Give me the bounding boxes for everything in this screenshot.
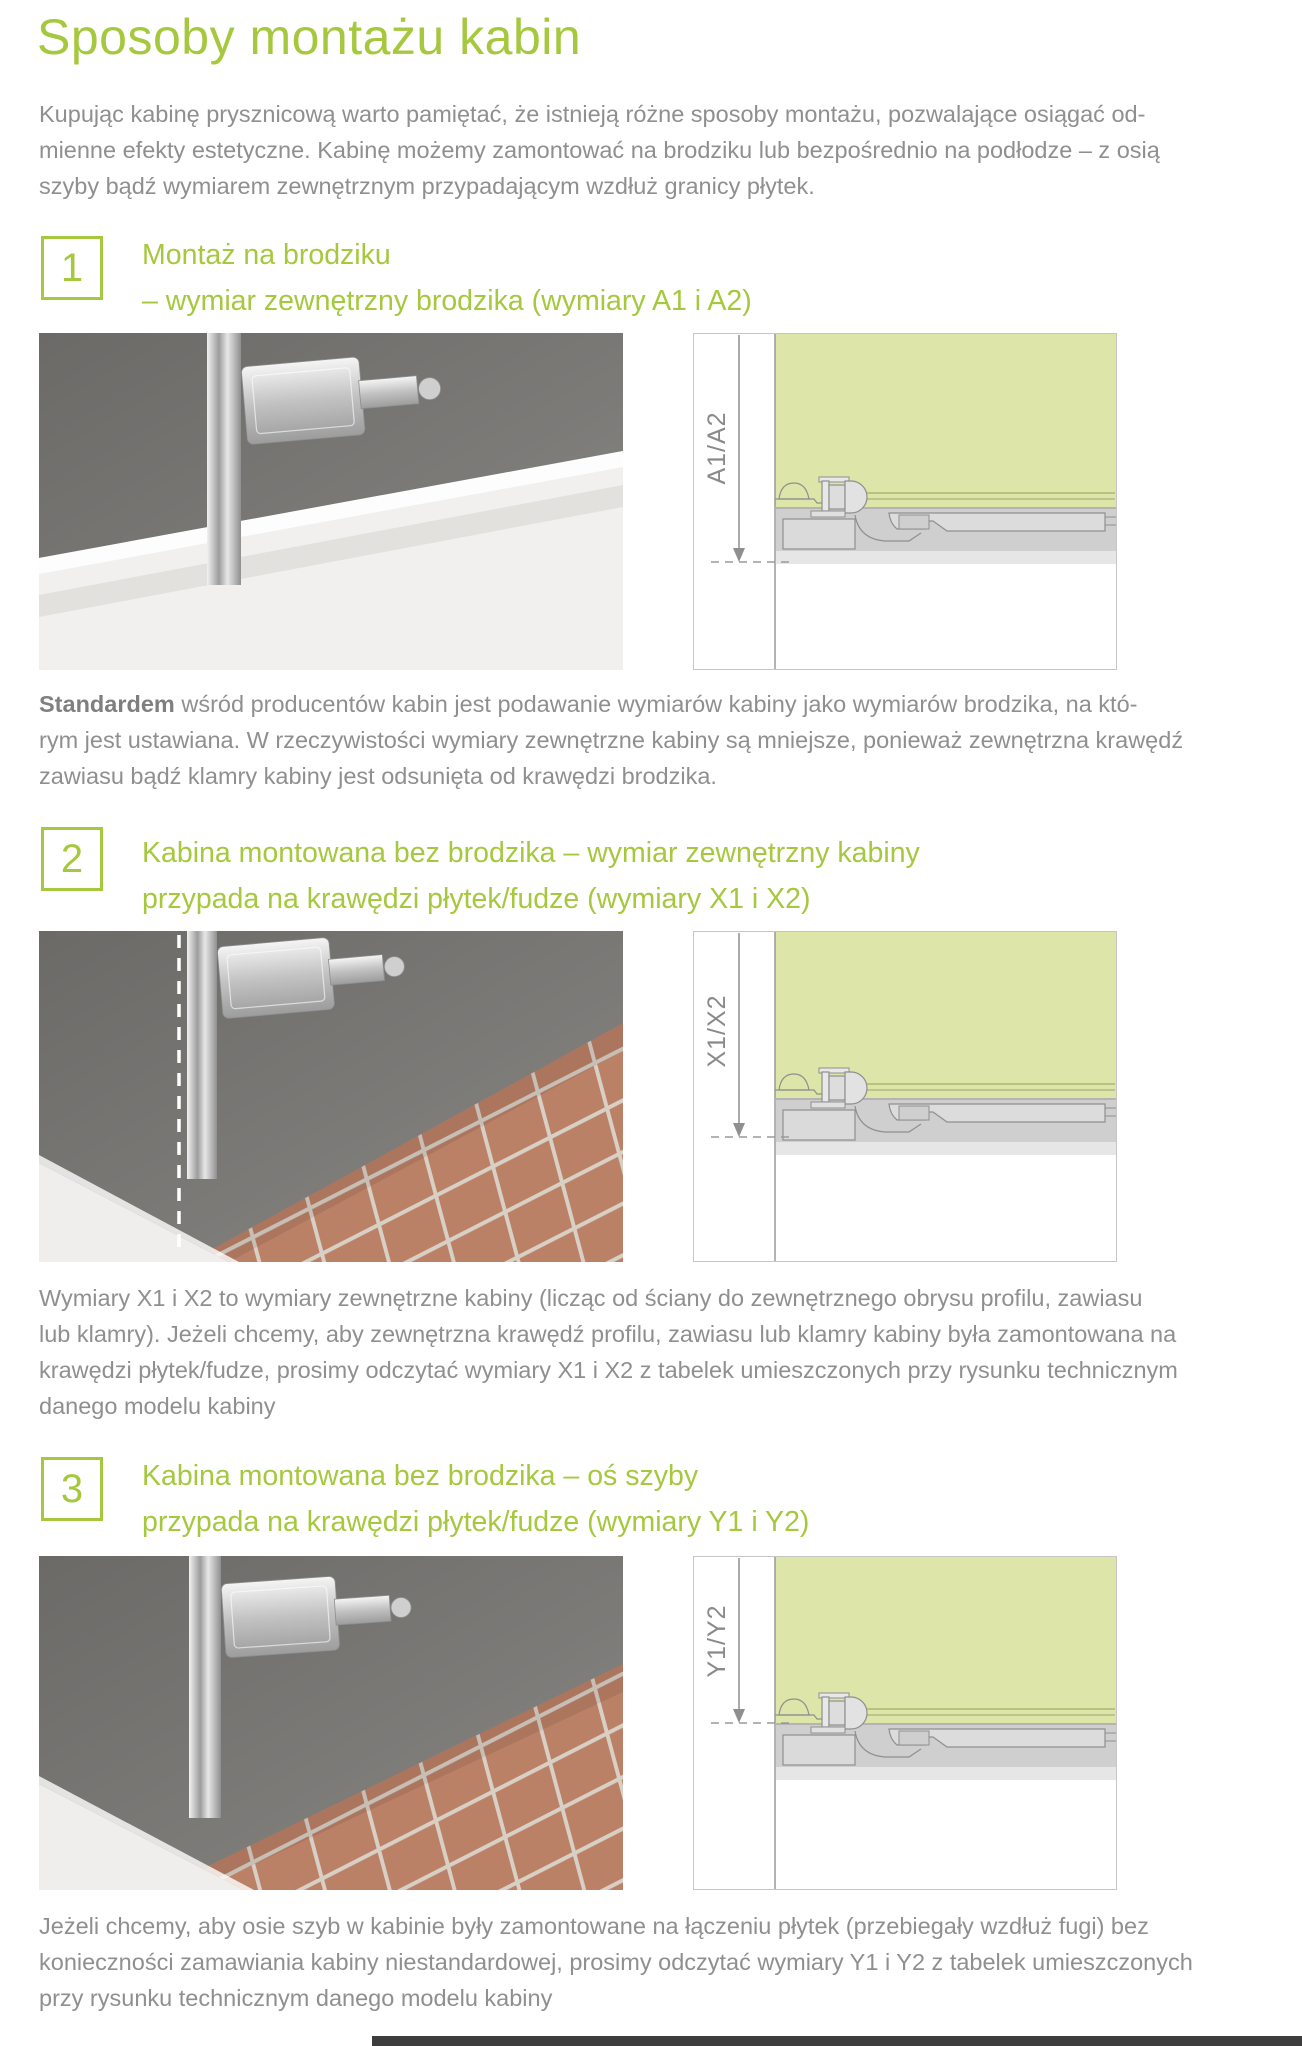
intro-line: Kupując kabinę prysznicową warto pamiętać, że istnieją różne sposoby montażu, pozwalające osiągać od-: [39, 101, 1146, 127]
paragraph-line: zawiasu bądź klamry kabiny jest odsunięta od krawędzi brodzika.: [39, 763, 717, 789]
footer-bar: [372, 2036, 1302, 2046]
section-2-heading-line: Kabina montowana bez brodzika – wymiar zewnętrzny kabiny: [142, 837, 920, 869]
paragraph-line: Jeżeli chcemy, aby osie szyb w kabinie były zamontowane na łączeniu płytek (przebiegały wzdłuż fugi) bez: [39, 1913, 1149, 1939]
section-1-number-box: [41, 236, 103, 300]
section-1-paragraph: [39, 686, 1183, 794]
section-3-heading: [142, 1453, 809, 1545]
intro-paragraph: [39, 96, 1160, 204]
diagram-x1-x2: [693, 931, 1117, 1262]
paragraph-line: konieczności zamawiania kabiny niestandardowej, prosimy odczytać wymiary Y1 i Y2 z tabelek umieszczonych: [39, 1949, 1193, 1975]
paragraph-line: krawędzi płytek/fudze, prosimy odczytać wymiary X1 i X2 z tabelek umieszczonych przy rysunku technicznym: [39, 1357, 1178, 1383]
paragraph-lead: Standardem: [39, 691, 175, 717]
paragraph-line: Wymiary X1 i X2 to wymiary zewnętrzne kabiny (licząc od ściany do zewnętrznego obrysu profilu, zawiasu: [39, 1285, 1143, 1311]
intro-line: mienne efekty estetyczne. Kabinę możemy zamontować na brodziku lub bezpośrednio na podłodze – z osią: [39, 137, 1160, 163]
diagram-y1-y2: [693, 1556, 1117, 1890]
section-3-number-box: [41, 1457, 103, 1521]
section-3-number: 3: [60, 1466, 84, 1511]
dimension-label: X1/X2: [703, 994, 731, 1068]
section-2-heading: [142, 830, 920, 922]
section-3-heading-line: przypada na krawędzi płytek/fudze (wymiary Y1 i Y2): [142, 1506, 810, 1538]
dimension-label: A1/A2: [703, 411, 731, 485]
section-2-heading-line: przypada na krawędzi płytek/fudze (wymiary X1 i X2): [142, 883, 811, 915]
paragraph-line: lub klamry). Jeżeli chcemy, aby zewnętrzna krawędź profilu, zawiasu lub klamry kabiny była zamontowana na: [39, 1321, 1177, 1347]
section-1-heading-line: Montaż na brodziku: [142, 239, 391, 271]
photo-tile-mount-outer-edge: [39, 931, 623, 1262]
section-2-number-box: [41, 827, 103, 891]
paragraph-line: rym jest ustawiana. W rzeczywistości wymiary zewnętrzne kabiny są mniejsze, ponieważ zewnętrzna krawędź: [39, 727, 1184, 753]
paragraph-line: danego modelu kabiny: [39, 1393, 276, 1419]
section-2-paragraph: [39, 1280, 1178, 1424]
intro-line: szyby bądź wymiarem zewnętrznym przypadającym wzdłuż granicy płytek.: [39, 173, 815, 199]
paragraph-line: Standardem wśród producentów kabin jest podawanie wymiarów kabiny jako wymiarów brodzika, na któ-: [39, 691, 1138, 717]
page-title: Sposoby montażu kabin: [37, 9, 582, 65]
section-1-heading: [142, 232, 752, 324]
section-2-number: 2: [60, 836, 84, 881]
section-3-paragraph: [39, 1908, 1193, 2016]
diagram-a1-a2: [693, 333, 1117, 670]
section-1-number: 1: [60, 245, 84, 290]
paragraph-line: przy rysunku technicznym danego modelu kabiny: [39, 1985, 553, 2011]
section-3-heading-line: Kabina montowana bez brodzika – oś szyby: [142, 1460, 699, 1492]
photo-shower-tray-mount: [39, 333, 623, 670]
dimension-label: Y1/Y2: [703, 1604, 731, 1678]
photo-tile-mount-glass-axis: [39, 1556, 623, 1890]
section-1-heading-line: – wymiar zewnętrzny brodzika (wymiary A1 i A2): [142, 285, 752, 317]
